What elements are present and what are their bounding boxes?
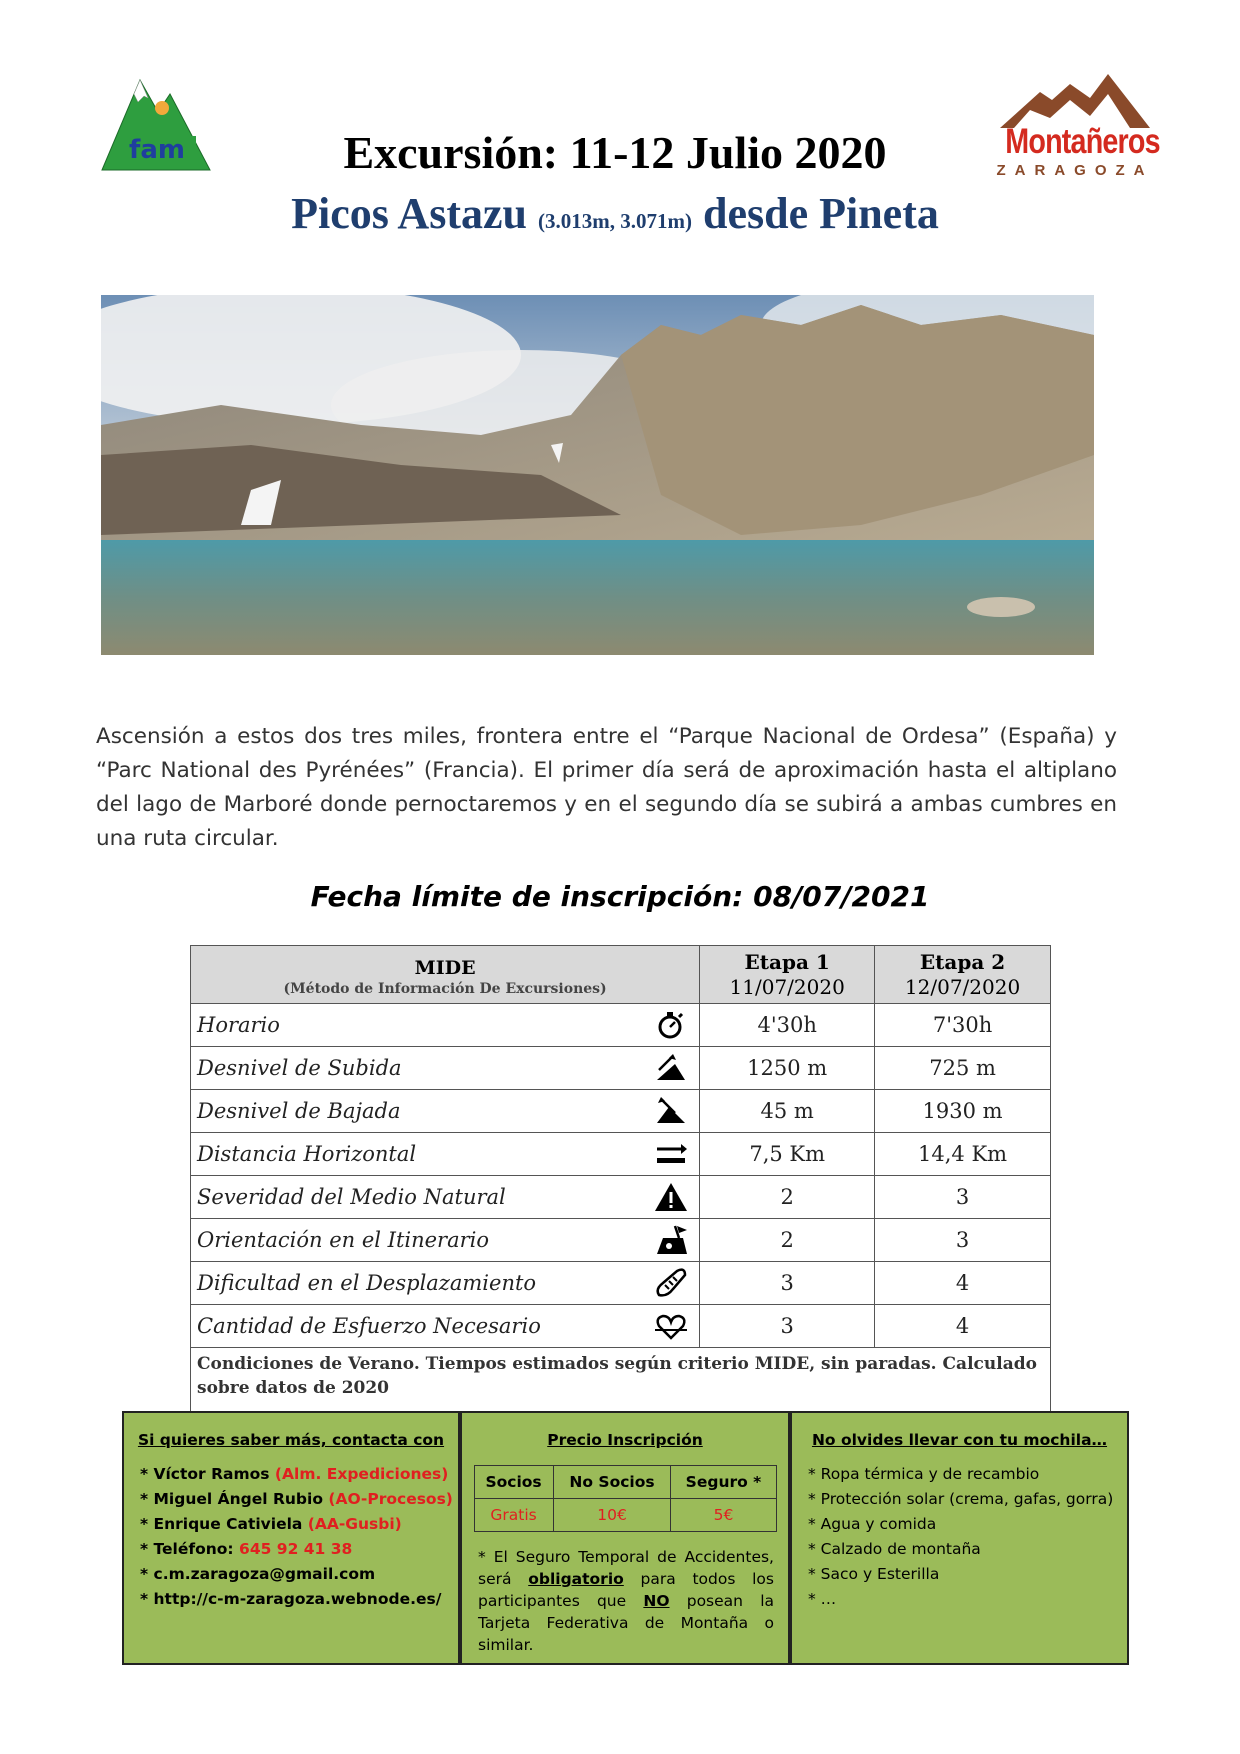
mide-row	[191, 1176, 1051, 1219]
altitudes: (3.013m, 3.071m)	[538, 209, 692, 233]
stage1-header	[700, 946, 875, 1004]
contact-phone: * Teléfono: 645 92 41 38	[140, 1540, 353, 1558]
stage2-value: 4	[875, 1305, 1051, 1348]
price-value: Gratis	[474, 1499, 553, 1532]
mide-row-label: Desnivel de Bajada	[197, 1099, 401, 1123]
warning-icon	[653, 1181, 689, 1213]
orientation-icon	[653, 1224, 689, 1256]
contact-item: * Miguel Ángel Rubio (AO-Procesos)	[140, 1490, 453, 1508]
backpack-item: * Calzado de montaña	[808, 1540, 981, 1558]
mide-table	[190, 945, 1051, 1413]
contact-list	[140, 1465, 458, 1608]
page-title: Excursión: 11-12 Julio 2020	[343, 127, 887, 178]
price-box	[460, 1411, 790, 1665]
stage2-value: 14,4 Km	[875, 1133, 1051, 1176]
mide-row-label: Desnivel de Subida	[197, 1056, 402, 1080]
contact-item: * Víctor Ramos (Alm. Expediciones)	[140, 1465, 449, 1483]
price-title: Precio Inscripción	[547, 1431, 703, 1449]
mide-row-label: Dificultad en el Desplazamiento	[197, 1271, 537, 1295]
backpack-list	[808, 1465, 1127, 1608]
stage2-value: 4	[875, 1262, 1051, 1305]
price-header: Seguro *	[671, 1466, 776, 1499]
mide-row	[191, 1305, 1051, 1348]
mide-row	[191, 1047, 1051, 1090]
mide-row	[191, 1219, 1051, 1262]
stage2-value: 3	[875, 1219, 1051, 1262]
mide-row	[191, 1004, 1051, 1047]
fam-logo	[100, 72, 212, 172]
stage1-value: 3	[700, 1305, 875, 1348]
insurance-note: * El Seguro Temporal de Accidentes, será obligatorio para todos los participantes que NO posean la Tarjeta Federativa de Montaña o similar.	[478, 1548, 774, 1654]
svg-text:fam: fam	[129, 135, 185, 165]
price-value: 10€	[553, 1499, 671, 1532]
distance-arrows-icon	[653, 1138, 689, 1170]
logo-wordmark: Montañeros	[1005, 122, 1160, 161]
stage1-value: 7,5 Km	[700, 1133, 875, 1176]
price-value: 5€	[671, 1499, 776, 1532]
mide-row-label: Distancia Horizontal	[197, 1142, 417, 1166]
stage2-value: 1930 m	[875, 1090, 1051, 1133]
backpack-item: * Protección solar (crema, gafas, gorra)	[808, 1490, 1114, 1508]
mide-title-cell	[191, 946, 700, 1004]
stage1-value: 4'30h	[700, 1004, 875, 1047]
backpack-item: * Agua y comida	[808, 1515, 937, 1533]
mide-note-row	[191, 1348, 1051, 1413]
subtitle-part-b: desde Pineta	[691, 189, 939, 238]
stage2-date: 12/07/2020	[904, 974, 1021, 999]
backpack-item: * Ropa térmica y de recambio	[808, 1465, 1040, 1483]
mide-row	[191, 1262, 1051, 1305]
subtitle-part-a: Picos Astazu	[291, 189, 538, 238]
backpack-box	[790, 1411, 1129, 1665]
page-subtitle	[200, 188, 1030, 239]
mide-subtitle: (Método de Información De Excursiones)	[283, 980, 607, 997]
mide-row-label: Severidad del Medio Natural	[197, 1185, 506, 1209]
mide-row-label: Orientación en el Itinerario	[197, 1228, 490, 1252]
ascent-icon	[653, 1052, 689, 1084]
mide-row-label: Horario	[197, 1013, 280, 1037]
stage2-value: 725 m	[875, 1047, 1051, 1090]
stage1-value: 2	[700, 1219, 875, 1262]
mide-row	[191, 1090, 1051, 1133]
contact-website[interactable]: * http://c-m-zaragoza.webnode.es/	[140, 1590, 442, 1608]
descent-icon	[653, 1095, 689, 1127]
mide-header-row	[191, 946, 1051, 1004]
contact-item: * Enrique Cativiela (AA-Gusbi)	[140, 1515, 402, 1533]
mide-title: MIDE	[414, 956, 476, 979]
mide-note: Condiciones de Verano. Tiempos estimados según criterio MIDE, sin paradas. Calculado sobre datos de 2020	[191, 1348, 1051, 1413]
description-paragraph: Ascensión a estos dos tres miles, frontera entre el “Parque Nacional de Ordesa” (España) y “Parc National des Pyrénées” (Francia). El primer día será de aproximación hasta el altiplano del lago de Marboré donde pernoctaremos y en el segundo día se subirá a ambas cumbres en una ruta circular.	[96, 724, 1117, 851]
registration-deadline: Fecha límite de inscripción: 08/07/2021	[310, 880, 930, 913]
lake-mountain-photo	[101, 295, 1094, 655]
backpack-item: * …	[808, 1590, 837, 1608]
stage2-header	[875, 946, 1051, 1004]
price-header: No Socios	[553, 1466, 671, 1499]
stage1-value: 1250 m	[700, 1047, 875, 1090]
boot-icon	[653, 1267, 689, 1299]
stage1-value: 45 m	[700, 1090, 875, 1133]
stage1-date: 11/07/2020	[729, 974, 845, 999]
stopwatch-icon	[653, 1009, 689, 1041]
mide-row-label: Cantidad de Esfuerzo Necesario	[197, 1314, 541, 1338]
price-table	[474, 1465, 777, 1532]
contact-email[interactable]: * c.m.zaragoza@gmail.com	[140, 1565, 376, 1583]
stage2-value: 3	[875, 1176, 1051, 1219]
backpack-title: No olvides llevar con tu mochila…	[811, 1431, 1108, 1449]
price-header: Socios	[474, 1466, 553, 1499]
contact-title: Si quieres saber más, contacta con	[137, 1431, 445, 1449]
logo-subtext: ZARAGOZA	[996, 162, 1154, 179]
backpack-item: * Saco y Esterilla	[808, 1565, 940, 1583]
contact-box	[122, 1411, 460, 1665]
mide-row	[191, 1133, 1051, 1176]
stage1-label: Etapa 1	[744, 949, 830, 974]
heart-effort-icon	[653, 1310, 689, 1342]
stage1-value: 3	[700, 1262, 875, 1305]
stage2-value: 7'30h	[875, 1004, 1051, 1047]
stage1-value: 2	[700, 1176, 875, 1219]
stage2-label: Etapa 2	[919, 949, 1006, 974]
